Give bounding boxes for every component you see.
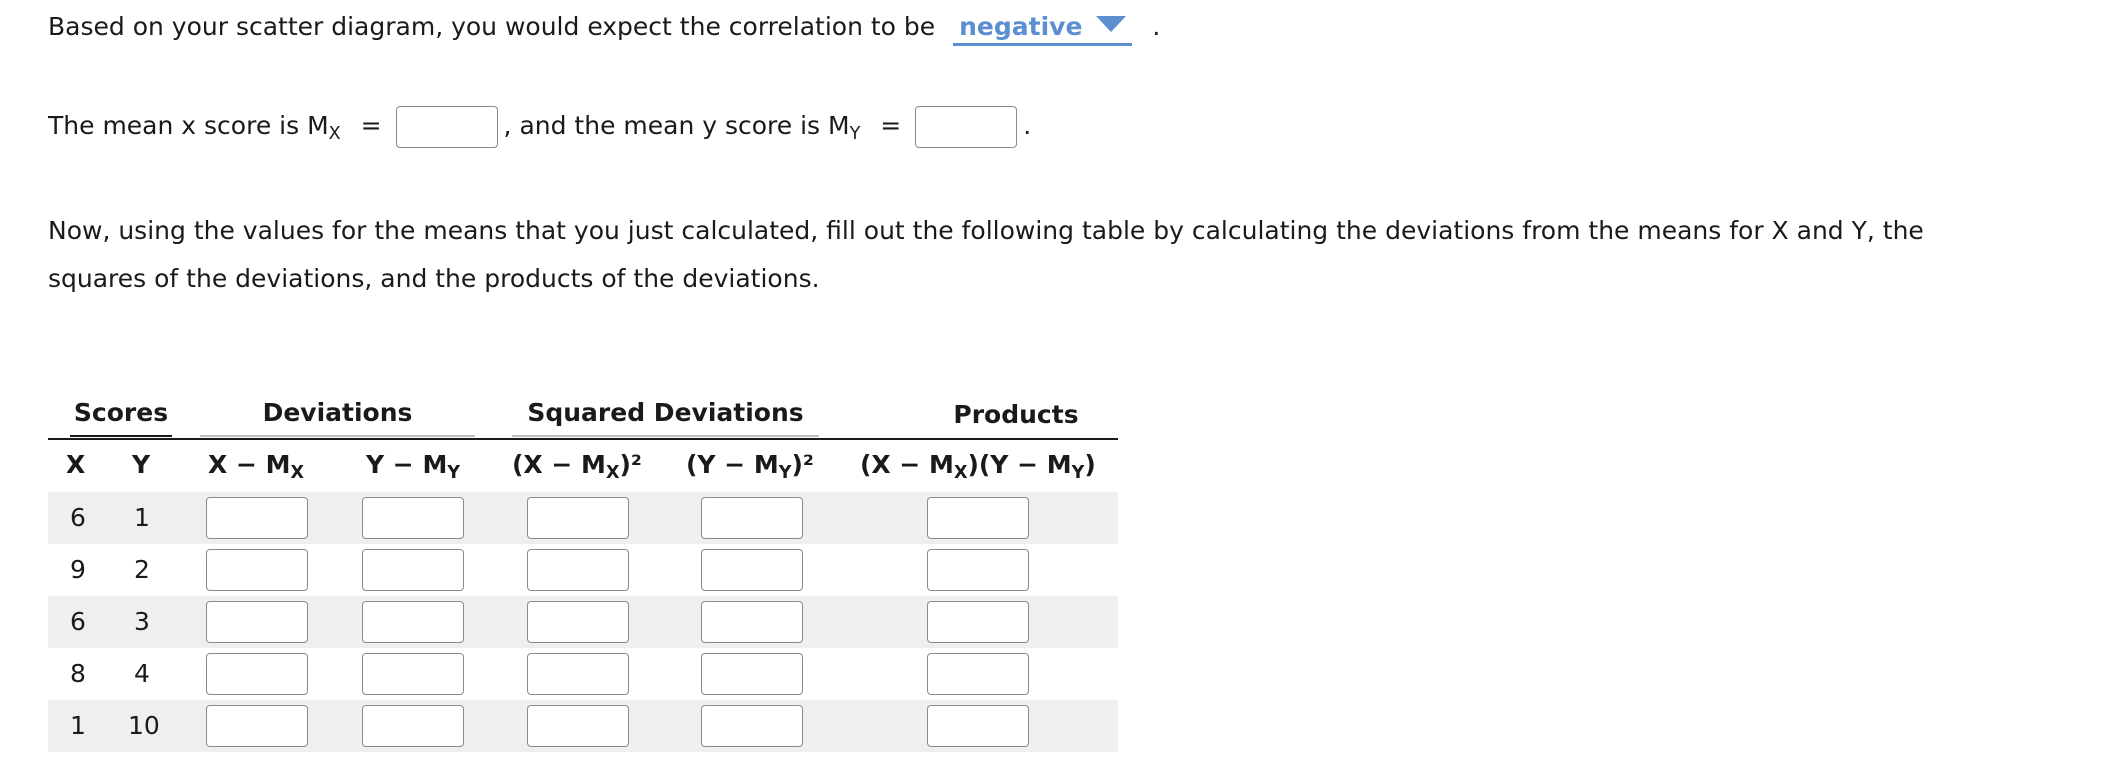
product-input[interactable] [927,601,1029,643]
table-row [48,596,1118,648]
x-dev-input[interactable] [206,653,308,695]
y-sq-input[interactable] [701,497,803,539]
col-x-dev [208,450,304,483]
col-product-sub-x: X [953,462,968,483]
x-sq-input[interactable] [527,653,629,695]
table-row [48,700,1118,752]
cell-y: 2 [134,555,150,584]
col-x-dev-sub: X [290,462,305,483]
x-dev-input[interactable] [206,705,308,747]
table-row [48,492,1118,544]
col-x-sq-text: (X − M [512,450,606,479]
col-y-sq-text: (Y − M [686,450,779,479]
col-x-sq-close: )² [619,450,642,479]
x-dev-input[interactable] [206,497,308,539]
x-sq-input[interactable] [527,601,629,643]
group-products [916,400,1116,429]
cell-x: 8 [70,659,86,688]
cell-y: 4 [134,659,150,688]
col-y-dev-text: Y − M [366,450,448,479]
mean-x-input[interactable] [396,106,498,148]
cell-y: 3 [134,607,150,636]
correlation-dropdown[interactable] [953,12,1132,46]
x-sq-input[interactable] [527,497,629,539]
col-x-sq-sub: X [605,462,620,483]
y-dev-input[interactable] [362,653,464,695]
mean-x-equals: = [360,111,382,140]
y-dev-input[interactable] [362,705,464,747]
col-x: X [66,450,86,479]
group-squared-label: Squared Deviations [527,398,804,427]
product-input[interactable] [927,549,1029,591]
group-squared [512,398,819,437]
col-y-sq [686,450,814,483]
col-product-sub-y: Y [1071,462,1085,483]
col-x-dev-text: X − M [208,450,291,479]
x-sq-input[interactable] [527,549,629,591]
product-input[interactable] [927,705,1029,747]
y-sq-input[interactable] [701,601,803,643]
cell-x: 1 [70,711,86,740]
x-sq-input[interactable] [527,705,629,747]
col-product-b: )(Y − M [967,450,1072,479]
cell-y: 10 [128,711,160,740]
col-y-dev-sub: Y [447,462,461,483]
col-product-c: ) [1084,450,1096,479]
group-scores [66,398,176,437]
means-prompt [48,106,1031,148]
correlation-prompt-text: Based on your scatter diagram, you would expect the correlation to be [48,12,936,41]
cell-x: 6 [70,607,86,636]
table-row [48,544,1118,596]
mean-x-label: The mean x score is M [48,111,329,140]
y-sq-input[interactable] [701,653,803,695]
y-dev-input[interactable] [362,601,464,643]
correlation-prompt [48,12,1160,46]
chevron-down-icon [1096,16,1126,32]
x-dev-input[interactable] [206,549,308,591]
mean-y-subscript: Y [849,123,861,144]
mean-y-input[interactable] [915,106,1017,148]
y-dev-input[interactable] [362,549,464,591]
col-y: Y [132,450,151,479]
cell-y: 1 [134,503,150,532]
mean-x-subscript: X [328,123,341,144]
mean-y-equals: = [880,111,902,140]
table-top-rule [48,438,1118,440]
col-y-sq-close: )² [791,450,814,479]
y-sq-input[interactable] [701,705,803,747]
col-product-a: (X − M [860,450,954,479]
group-deviations [200,398,475,437]
col-x-sq [512,450,642,483]
group-scores-label: Scores [73,398,169,427]
cell-x: 6 [70,503,86,532]
y-dev-input[interactable] [362,497,464,539]
col-product [860,450,1096,483]
group-products-label: Products [953,400,1079,429]
table-row [48,648,1118,700]
group-deviations-label: Deviations [262,398,413,427]
correlation-dropdown-value: negative [959,12,1083,41]
product-input[interactable] [927,497,1029,539]
col-y-sq-sub: Y [778,462,792,483]
correlation-prompt-end: . [1152,12,1161,41]
x-dev-input[interactable] [206,601,308,643]
product-input[interactable] [927,653,1029,695]
mean-y-label: , and the mean y score is M [503,111,850,140]
col-y-dev [366,450,460,483]
cell-x: 9 [70,555,86,584]
y-sq-input[interactable] [701,549,803,591]
means-prompt-end: . [1023,111,1032,140]
instructions: Now, using the values for the means that you just calculated, fill out the following table by calculating the deviations from the means for X and Y, the squares of the deviations, and the products of the deviations. [48,216,1924,293]
